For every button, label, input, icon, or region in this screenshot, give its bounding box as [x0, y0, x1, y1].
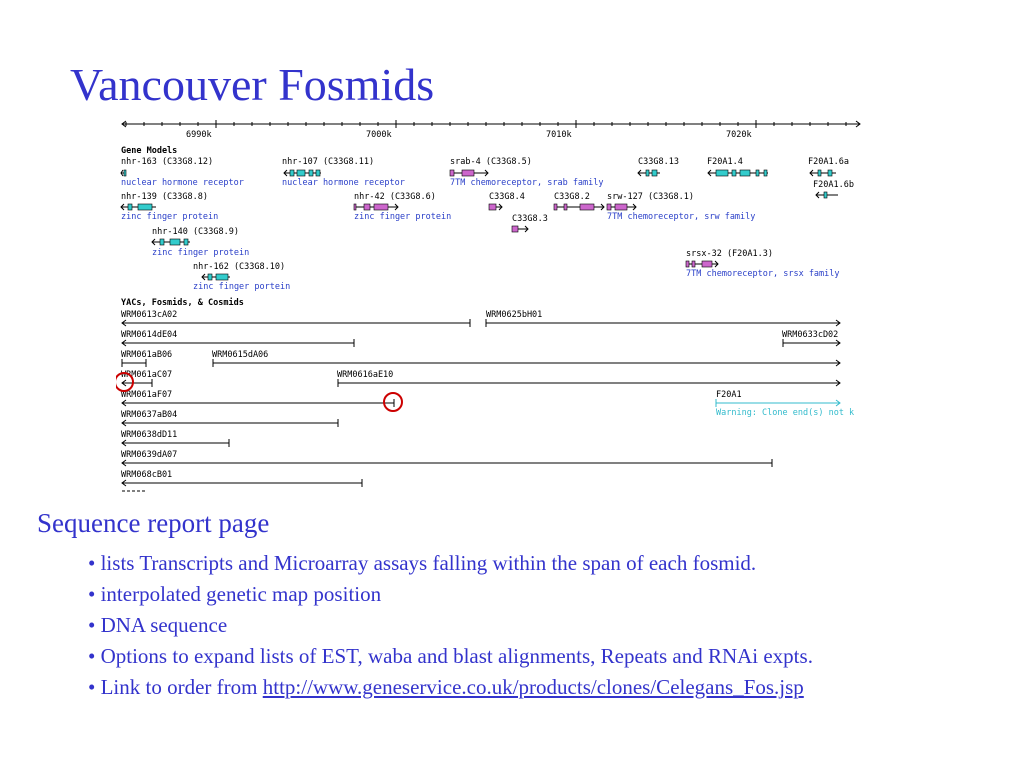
gene-label[interactable]: F20A1.6b	[813, 180, 854, 190]
bullet-link-prefix: • Link to order from	[88, 675, 263, 699]
ruler-label: 7000k	[366, 130, 392, 140]
gene-label[interactable]: nhr-162 (C33G8.10)	[193, 262, 286, 272]
genome-browser-svg	[116, 118, 864, 492]
gene-glyph[interactable]	[354, 204, 398, 210]
clone-bar[interactable]	[122, 359, 146, 367]
gene-label[interactable]: C33G8.13	[638, 157, 679, 167]
gene-glyph[interactable]	[638, 170, 660, 176]
clone-bar[interactable]	[122, 439, 229, 447]
bullet-item: • DNA sequence	[88, 613, 228, 637]
clone-bar[interactable]	[338, 379, 840, 387]
clone-bar[interactable]	[122, 399, 394, 407]
gene-label[interactable]: C33G8.3	[512, 214, 548, 224]
ruler-label: 7010k	[546, 130, 572, 140]
clone-label[interactable]: WRM0633cD02	[782, 330, 839, 340]
clone-label[interactable]: WRM061aC07	[121, 370, 173, 380]
gene-glyph[interactable]	[708, 170, 768, 176]
gene-glyph[interactable]	[607, 204, 636, 210]
clone-bar[interactable]	[213, 359, 840, 367]
section-gene-models: Gene Models	[121, 146, 178, 156]
section-clones: YACs, Fosmids, & Cosmids	[121, 298, 244, 308]
bullet-item: • Options to expand lists of EST, waba and blast alignments, Repeats and RNAi expts.	[88, 644, 813, 668]
gene-description: zinc finger protein	[121, 212, 219, 222]
gene-label[interactable]: nhr-139 (C33G8.8)	[121, 192, 208, 202]
exon	[124, 170, 126, 176]
slide-title: Vancouver Fosmids	[70, 59, 435, 110]
gene-glyph[interactable]	[686, 261, 718, 267]
clone-label[interactable]: WRM0637aB04	[121, 410, 178, 420]
clone-label[interactable]: WRM0639dA07	[121, 450, 178, 460]
ruler-label: 6990k	[186, 130, 212, 140]
gene-label[interactable]: F20A1.6a	[808, 157, 849, 167]
gene-glyph[interactable]	[284, 170, 321, 176]
clone-bar-warning[interactable]	[716, 399, 840, 407]
bullet-list	[88, 548, 813, 703]
ruler-ticks	[126, 120, 846, 128]
clone-bar[interactable]	[122, 319, 470, 327]
gene-glyph[interactable]	[810, 170, 836, 176]
gene-glyph[interactable]	[121, 204, 156, 210]
gene-description: nuclear hormone receptor	[282, 178, 405, 188]
gene-description: zinc finger protein	[354, 212, 452, 222]
gene-label[interactable]: srsx-32 (F20A1.3)	[686, 249, 773, 259]
gene-label[interactable]: nhr-107 (C33G8.11)	[282, 157, 375, 167]
gene-glyph[interactable]	[152, 239, 190, 245]
gene-label[interactable]: nhr-42 (C33G8.6)	[354, 192, 436, 202]
section-heading: Sequence report page	[37, 508, 270, 538]
ruler-label: 7020k	[726, 130, 752, 140]
clone-warning: Warning: Clone end(s) not k	[716, 408, 855, 418]
clone-label[interactable]: WRM061aF07	[121, 390, 173, 400]
clone-label[interactable]: WRM0613cA02	[121, 310, 178, 320]
genome-browser-image	[116, 118, 864, 492]
gene-glyph[interactable]	[489, 204, 502, 210]
clone-bar[interactable]	[486, 319, 840, 327]
gene-description: 7TM chemoreceptor, srw family	[607, 212, 756, 222]
clone-label[interactable]: WRM0638dD11	[121, 430, 178, 440]
gene-glyph[interactable]	[816, 192, 838, 198]
gene-label[interactable]: F20A1.4	[707, 157, 743, 167]
clone-bar[interactable]	[122, 459, 772, 467]
gene-label[interactable]: srw-127 (C33G8.1)	[607, 192, 694, 202]
gene-description: zinc finger portein	[193, 282, 291, 292]
gene-label[interactable]: C33G8.4	[489, 192, 525, 202]
clone-bar[interactable]	[122, 419, 338, 427]
bullet-item: • lists Transcripts and Microarray assays falling within the span of each fosmid.	[88, 551, 757, 575]
gene-label[interactable]: nhr-140 (C33G8.9)	[152, 227, 239, 237]
gene-glyph[interactable]	[554, 204, 604, 210]
clone-label[interactable]: WRM061aB06	[121, 350, 173, 360]
clone-label[interactable]: F20A1	[716, 390, 742, 400]
gene-label[interactable]: srab-4 (C33G8.5)	[450, 157, 532, 167]
clone-label[interactable]: WRM0614dE04	[121, 330, 178, 340]
clone-bar[interactable]	[122, 379, 152, 387]
gene-description: nuclear hormone receptor	[121, 178, 244, 188]
clone-label[interactable]: WRM068cB01	[121, 470, 173, 480]
gene-description: 7TM chemoreceptor, srsx family	[686, 269, 840, 279]
gene-glyph[interactable]	[512, 226, 528, 232]
clone-label[interactable]: WRM0615dA06	[212, 350, 269, 360]
clone-bar[interactable]	[783, 339, 840, 347]
clone-label[interactable]: WRM0625bH01	[486, 310, 543, 320]
clone-label[interactable]: WRM0616aE10	[337, 370, 394, 380]
clone-bar[interactable]	[122, 339, 354, 347]
gene-description: 7TM chemoreceptor, srab family	[450, 178, 604, 188]
gene-label[interactable]: C33G8.2	[554, 192, 590, 202]
gene-label[interactable]: nhr-163 (C33G8.12)	[121, 157, 214, 167]
gene-glyph[interactable]	[450, 170, 488, 176]
highlight-circle-icon	[384, 393, 402, 411]
order-link[interactable]: http://www.geneservice.co.uk/products/clones/Celegans_Fos.jsp	[262, 675, 804, 699]
gene-description: zinc finger protein	[152, 248, 250, 258]
bullet-item: • interpolated genetic map position	[88, 582, 382, 606]
clone-bar[interactable]	[122, 479, 362, 487]
gene-glyph[interactable]	[202, 274, 230, 280]
bullet-item	[88, 672, 813, 703]
